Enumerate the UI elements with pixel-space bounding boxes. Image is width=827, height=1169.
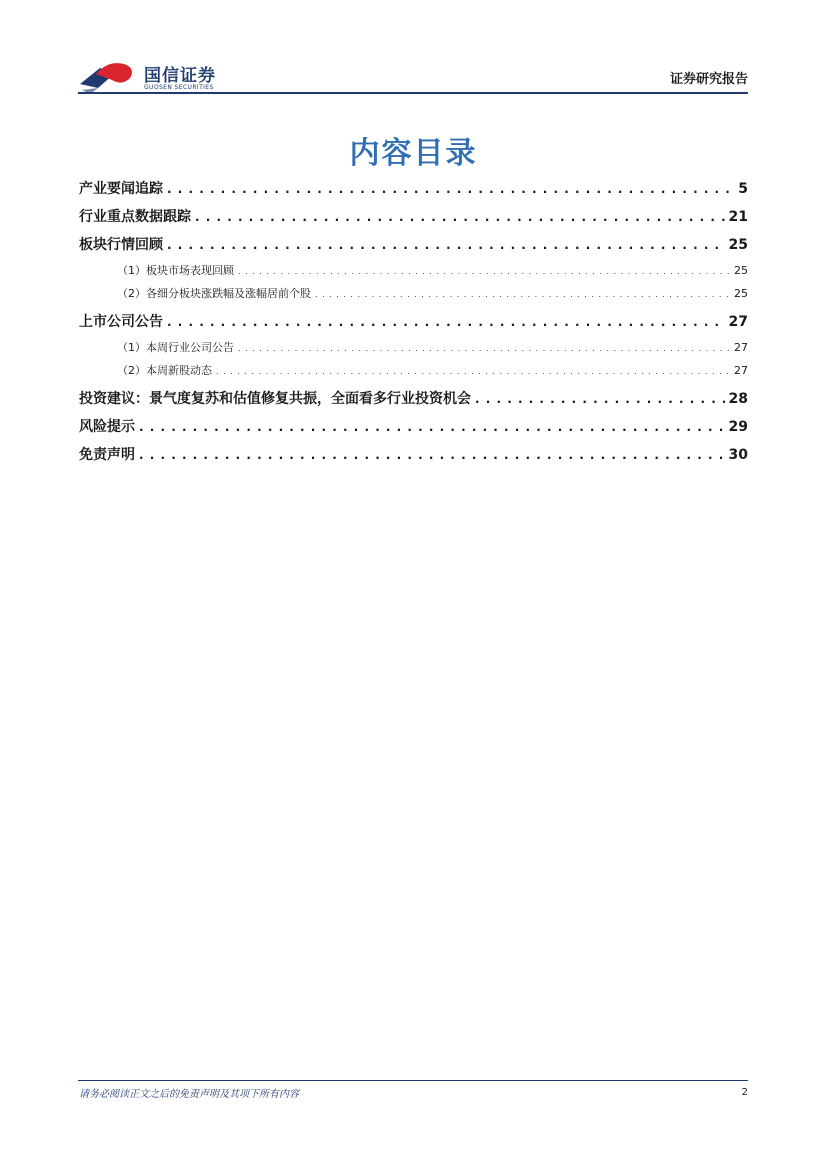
toc-subentry-label: （1）本周行业公司公告 [117,341,234,354]
footer-disclaimer-note: 请务必阅读正文之后的免责声明及其项下所有内容 [79,1089,299,1100]
toc-entry-page: 30 [728,447,748,463]
toc-entry[interactable] [79,311,748,333]
toc-subentry-page: 25 [734,287,748,300]
toc-entry[interactable] [79,178,748,200]
toc-entry-label: 投资建议：景气度复苏和估值修复共振，全面看多行业投资机会 [79,391,471,407]
toc-dot-leader [167,182,734,196]
toc-subentry-page: 25 [734,264,748,277]
toc-dot-leader [216,367,730,376]
toc-entry-page: 29 [728,419,748,435]
page-number: 2 [741,1087,748,1098]
toc-entry-label: 产业要闻追踪 [79,181,163,197]
toc-dot-leader [139,448,725,462]
report-type-label: 证券研究报告 [669,72,748,87]
toc-entry-page: 5 [738,181,748,197]
toc-entry-label: 行业重点数据跟踪 [79,209,191,225]
guosen-logo [78,58,228,94]
logo-chinese-text: 国信证券 [144,66,216,86]
toc-entry-page: 28 [728,391,748,407]
toc-dot-leader [195,210,725,224]
toc-entry-page: 27 [728,314,748,330]
footer-divider [78,1080,748,1081]
toc-dot-leader [238,267,730,276]
toc-entry-label: 上市公司公告 [79,314,163,330]
toc-subentry[interactable] [117,285,748,303]
toc-subentry-label: （2）本周新股动态 [117,364,212,377]
toc-dot-leader [139,420,725,434]
toc-entry[interactable] [79,388,748,410]
toc-entry[interactable] [79,416,748,438]
toc-dot-leader [238,344,730,353]
header-divider [78,92,748,94]
toc-entry-page: 21 [728,209,748,225]
toc-dot-leader [167,315,725,329]
toc-dot-leader [475,392,725,406]
toc-subentry[interactable] [117,339,748,357]
toc-entry-label: 板块行情回顾 [79,237,163,253]
toc-subentry[interactable] [117,262,748,280]
toc-entry-page: 25 [728,237,748,253]
logo-english-text: GUOSEN SECURITIES [144,84,214,91]
toc-subentry[interactable] [117,362,748,380]
toc-subentry-page: 27 [734,364,748,377]
toc-subentry-label: （2）各细分板块涨跌幅及涨幅居前个股 [117,287,311,300]
toc-dot-leader [315,290,730,299]
toc-subentry-page: 27 [734,341,748,354]
toc-entry[interactable] [79,444,748,466]
page-header [78,56,748,96]
toc-dot-leader [167,238,725,252]
toc-entry[interactable] [79,206,748,228]
toc-title: 内容目录 [349,136,478,171]
toc-subentry-label: （1）板块市场表现回顾 [117,264,234,277]
toc-entry[interactable] [79,234,748,256]
toc-entry-label: 免责声明 [79,447,135,463]
toc-entry-label: 风险提示 [79,419,135,435]
guosen-logo-icon [78,58,140,94]
